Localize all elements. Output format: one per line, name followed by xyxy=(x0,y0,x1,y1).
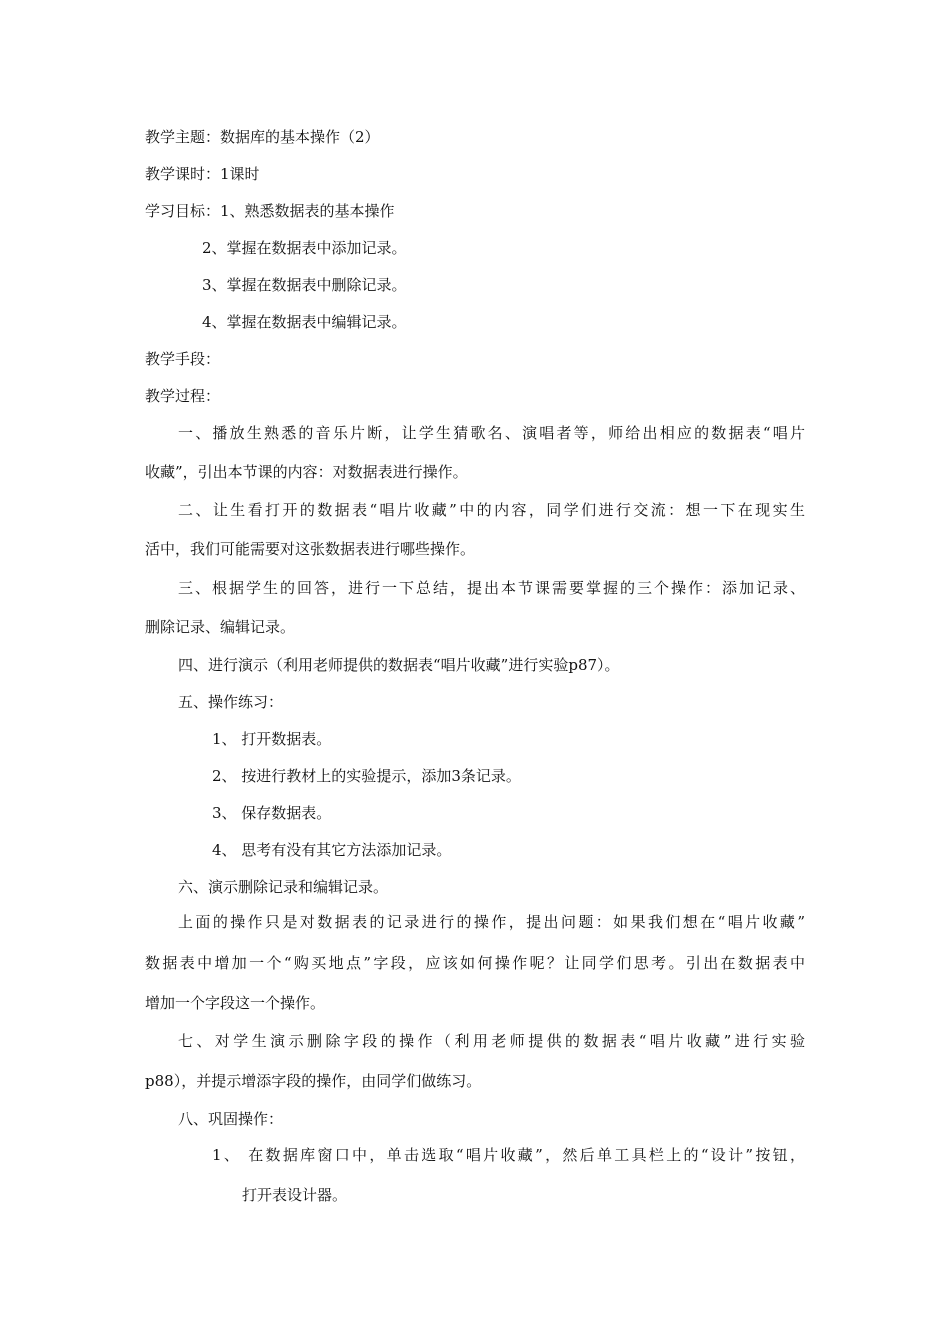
practice-item-3: 3、 保存数据表。 xyxy=(212,804,332,822)
consolidation-item-1-line-2: 打开表设计器。 xyxy=(242,1186,348,1204)
question-line-2: 数据表中增加一个“购买地点”字段，应该如何操作呢？让同学们思考。引出在数据表中 xyxy=(145,954,805,972)
learning-objective-4: 4、掌握在数据表中编辑记录。 xyxy=(202,313,407,331)
step-5-heading: 五、操作练习： xyxy=(178,693,284,711)
lesson-hours: 教学课时：1课时 xyxy=(145,165,260,183)
teaching-means-heading: 教学手段： xyxy=(145,350,221,368)
step-8-heading: 八、巩固操作： xyxy=(178,1110,284,1128)
learning-objective-1: 学习目标：1、熟悉数据表的基本操作 xyxy=(145,202,395,220)
step-4: 四、进行演示（利用老师提供的数据表“唱片收藏”进行实验p87）。 xyxy=(178,656,620,674)
step-3-line-2: 删除记录、编辑记录。 xyxy=(145,618,296,636)
step-7-line-2: p88），并提示增添字段的操作，由同学们做练习。 xyxy=(145,1072,482,1090)
step-2-line-2: 活中，我们可能需要对这张数据表进行哪些操作。 xyxy=(145,540,476,558)
practice-item-4: 4、 思考有没有其它方法添加记录。 xyxy=(212,841,452,859)
lesson-topic: 教学主题：数据库的基本操作（2） xyxy=(145,128,380,146)
teaching-process-heading: 教学过程： xyxy=(145,387,221,405)
step-1-line-2: 收藏”，引出本节课的内容：对数据表进行操作。 xyxy=(145,463,468,481)
step-7-line-1: 七、对学生演示删除字段的操作（利用老师提供的数据表“唱片收藏”进行实验 xyxy=(178,1032,805,1050)
learning-objective-2: 2、掌握在数据表中添加记录。 xyxy=(202,239,407,257)
step-1-line-1: 一、播放生熟悉的音乐片断，让学生猜歌名、演唱者等，师给出相应的数据表“唱片 xyxy=(178,424,805,442)
question-line-3: 增加一个字段这一个操作。 xyxy=(145,994,326,1012)
step-2-line-1: 二、让生看打开的数据表“唱片收藏”中的内容，同学们进行交流：想一下在现实生 xyxy=(178,501,805,519)
learning-objective-3: 3、掌握在数据表中删除记录。 xyxy=(202,276,407,294)
consolidation-item-1-line-1: 1、 在数据库窗口中，单击选取“唱片收藏”，然后单工具栏上的“设计”按钮， xyxy=(212,1146,805,1164)
practice-item-2: 2、 按进行教材上的实验提示，添加3条记录。 xyxy=(212,767,521,785)
question-line-1: 上面的操作只是对数据表的记录进行的操作，提出问题：如果我们想在“唱片收藏” xyxy=(178,913,805,931)
step-3-line-1: 三、根据学生的回答，进行一下总结，提出本节课需要掌握的三个操作：添加记录、 xyxy=(178,579,805,597)
practice-item-1: 1、 打开数据表。 xyxy=(212,730,332,748)
step-6: 六、演示删除记录和编辑记录。 xyxy=(178,878,389,896)
